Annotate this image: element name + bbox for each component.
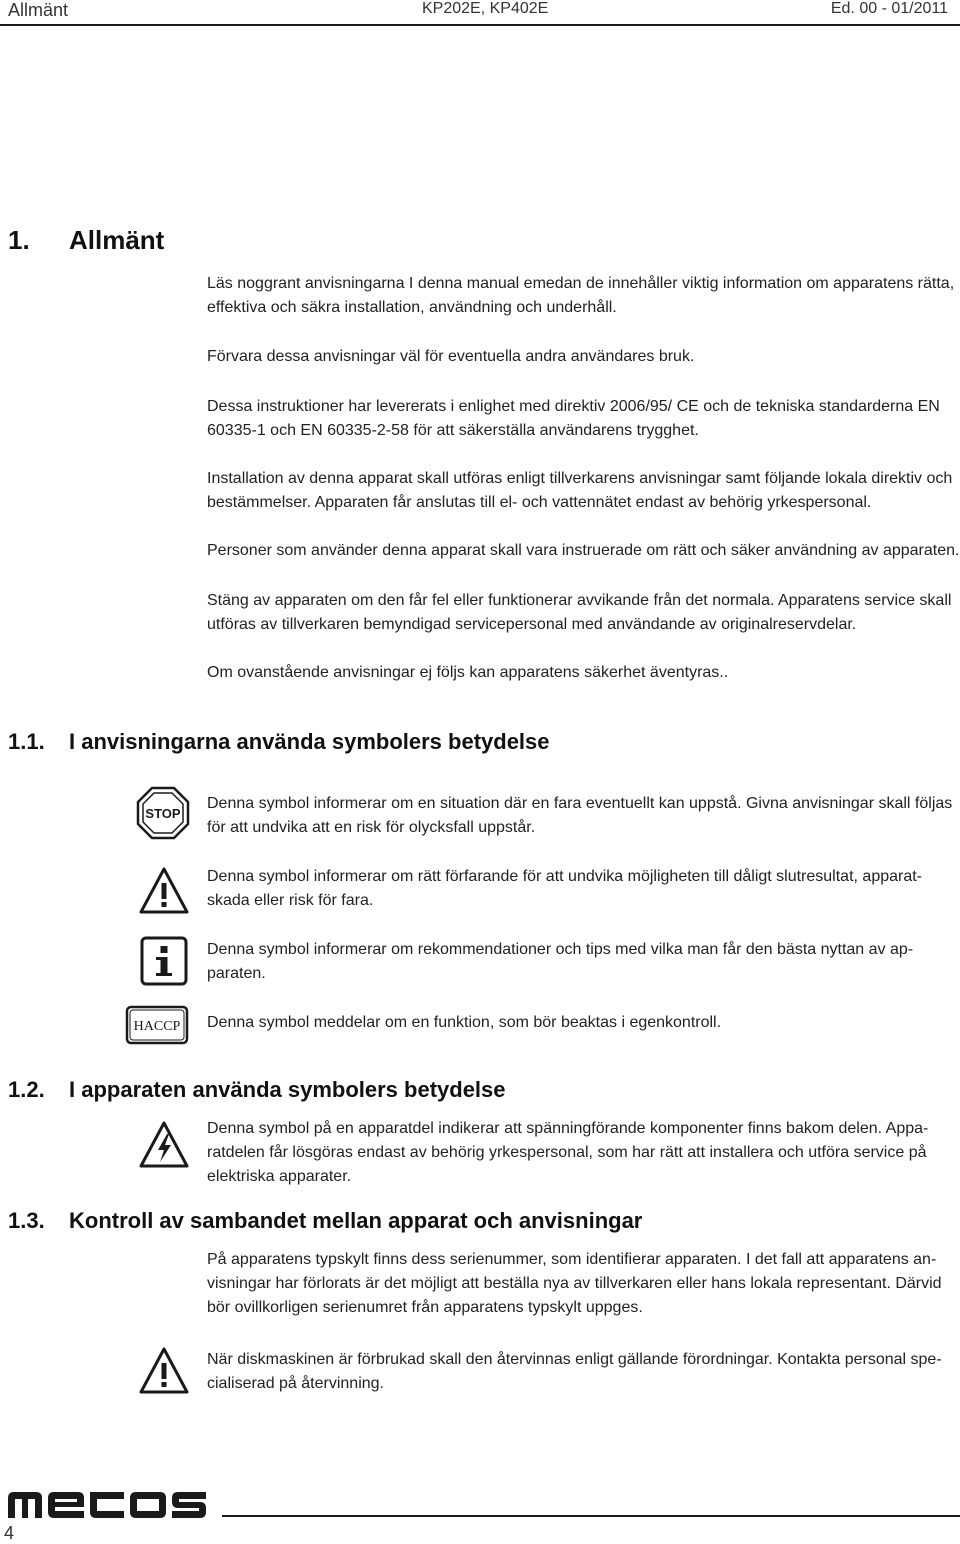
paragraph-line: På apparatens typskylt finns dess serienummer, som identifierar apparaten. I det fall att apparatens an-: [207, 1251, 937, 1268]
paragraph-line: för att undvika att en risk för olycksfall uppstår.: [207, 819, 536, 836]
paragraph-line: Förvara dessa anvisningar väl för eventuella andra användares bruk.: [207, 348, 695, 365]
section-1-3-title: Kontroll av sambandet mellan apparat och anvisningar: [69, 1208, 643, 1233]
paragraph-line: Installation av denna apparat skall utföras enligt tillverkarens anvisningar samt följande lokala direktiv och: [207, 470, 953, 487]
header-section-title: Allmänt: [8, 0, 69, 20]
paragraph-line: cialiserad på återvinning.: [207, 1375, 384, 1392]
paragraph-line: Om ovanstående anvisningar ej följs kan apparatens säkerhet äventyras..: [207, 664, 729, 681]
section-1-1-number: 1.1.: [8, 729, 45, 754]
paragraph-line: bör ovillkorligen serienumret från apparatens typskylt uppges.: [207, 1299, 643, 1316]
page-number: 4: [4, 1523, 15, 1543]
paragraph-line: Dessa instruktioner har levererats i enlighet med direktiv 2006/95/ CE och de tekniska standarderna EN: [207, 398, 940, 415]
paragraph-2: [207, 345, 957, 369]
paragraph-line: Denna symbol informerar om rekommendationer och tips med vilka man får den bästa nyttan av ap-: [207, 941, 914, 958]
paragraph-7: [207, 661, 957, 685]
stop-sign-icon: [136, 786, 190, 840]
haccp-text: HACCP: [133, 1019, 181, 1034]
section-1-2-title: I apparaten använda symbolers betydelse: [69, 1077, 506, 1102]
stop-sign-text: STOP: [145, 806, 181, 821]
paragraph-6: [207, 589, 957, 637]
section-1-heading: [8, 225, 908, 257]
symbol-description-stop: [207, 792, 957, 840]
paragraph-line: skada eller risk för fara.: [207, 892, 374, 909]
paragraph-line: Denna symbol meddelar om en funktion, som bör beaktas i egenkontroll.: [207, 1014, 722, 1031]
paragraph-line: Personer som använder denna apparat skall vara instruerade om rätt och säker användning av apparaten.: [207, 542, 960, 559]
electric-hazard-icon: [138, 1120, 190, 1170]
section-1-number: 1.: [8, 225, 30, 255]
footer-rule: [222, 1515, 960, 1517]
paragraph-line: Läs noggrant anvisningarna I denna manual emedan de innehåller viktig information om apparatens rätta,: [207, 275, 955, 292]
paragraph-line: ratdelen får lösgöras endast av behörig yrkespersonal, som har rätt att installera och utföra service på: [207, 1144, 927, 1161]
paragraph-line: effektiva och säkra installation, användning och underhåll.: [207, 299, 617, 316]
paragraph-line: utföras av tillverkaren bemyndigad servicepersonal med användande av originalreservdelar.: [207, 616, 857, 633]
paragraph-line: Denna symbol informerar om rätt förfarande för att undvika möjligheten till dåligt slutresultat, apparat-: [207, 868, 923, 885]
section-1-2-number: 1.2.: [8, 1077, 45, 1102]
header-rule: [0, 24, 960, 26]
paragraph-type-plate: [207, 1248, 957, 1320]
paragraph-line: Denna symbol informerar om en situation där en fara eventuellt kan uppstå. Givna anvisningar skall följas: [207, 795, 953, 812]
paragraph-line: paraten.: [207, 965, 266, 982]
warning-triangle-icon: [138, 1346, 190, 1396]
paragraph-line: Stäng av apparaten om den får fel eller funktionerar avvikande från det normala. Apparatens service skall: [207, 592, 952, 609]
paragraph-1: [207, 272, 957, 320]
paragraph-line: När diskmaskinen är förbrukad skall den återvinnas enligt gällande förordningar. Kontakta personal spe-: [207, 1351, 942, 1368]
paragraph-5: [207, 539, 960, 563]
warning-triangle-icon: [138, 866, 190, 916]
section-1-3-heading: [8, 1208, 908, 1238]
metos-logo: [6, 1490, 208, 1520]
header-edition: Ed. 00 - 01/2011: [830, 0, 948, 17]
paragraph-line: Denna symbol på en apparatdel indikerar att spänningförande komponenter finns bakom delen. Appa-: [207, 1120, 929, 1137]
paragraph-4: [207, 467, 957, 515]
symbol-description-electric: [207, 1117, 957, 1189]
info-icon: [140, 936, 188, 986]
haccp-icon: [125, 1005, 189, 1045]
paragraph-line: bestämmelser. Apparaten får anslutas till el- och vattennätet endast av behörig yrkespersonal.: [207, 494, 872, 511]
section-1-3-number: 1.3.: [8, 1208, 45, 1233]
section-1-1-heading: [8, 729, 908, 759]
paragraph-line: elektriska apparater.: [207, 1168, 352, 1185]
symbol-description-haccp: [207, 1011, 957, 1035]
section-1-1-title: I anvisningarna använda symbolers betydelse: [69, 729, 550, 754]
symbol-description-recycling: [207, 1348, 957, 1396]
symbol-description-info: [207, 938, 957, 986]
paragraph-3: [207, 395, 957, 443]
paragraph-line: 60335-1 och EN 60335-2-58 för att säkerställa användarens trygghet.: [207, 422, 699, 439]
paragraph-line: visningar har förlorats är det möjligt att beställa nya av tillverkaren eller hans lokala representant. Därvid: [207, 1275, 942, 1292]
symbol-description-warning: [207, 865, 957, 913]
section-1-title: Allmänt: [69, 225, 165, 255]
section-1-2-heading: [8, 1077, 908, 1107]
header-models: KP202E, KP402E: [422, 0, 549, 17]
